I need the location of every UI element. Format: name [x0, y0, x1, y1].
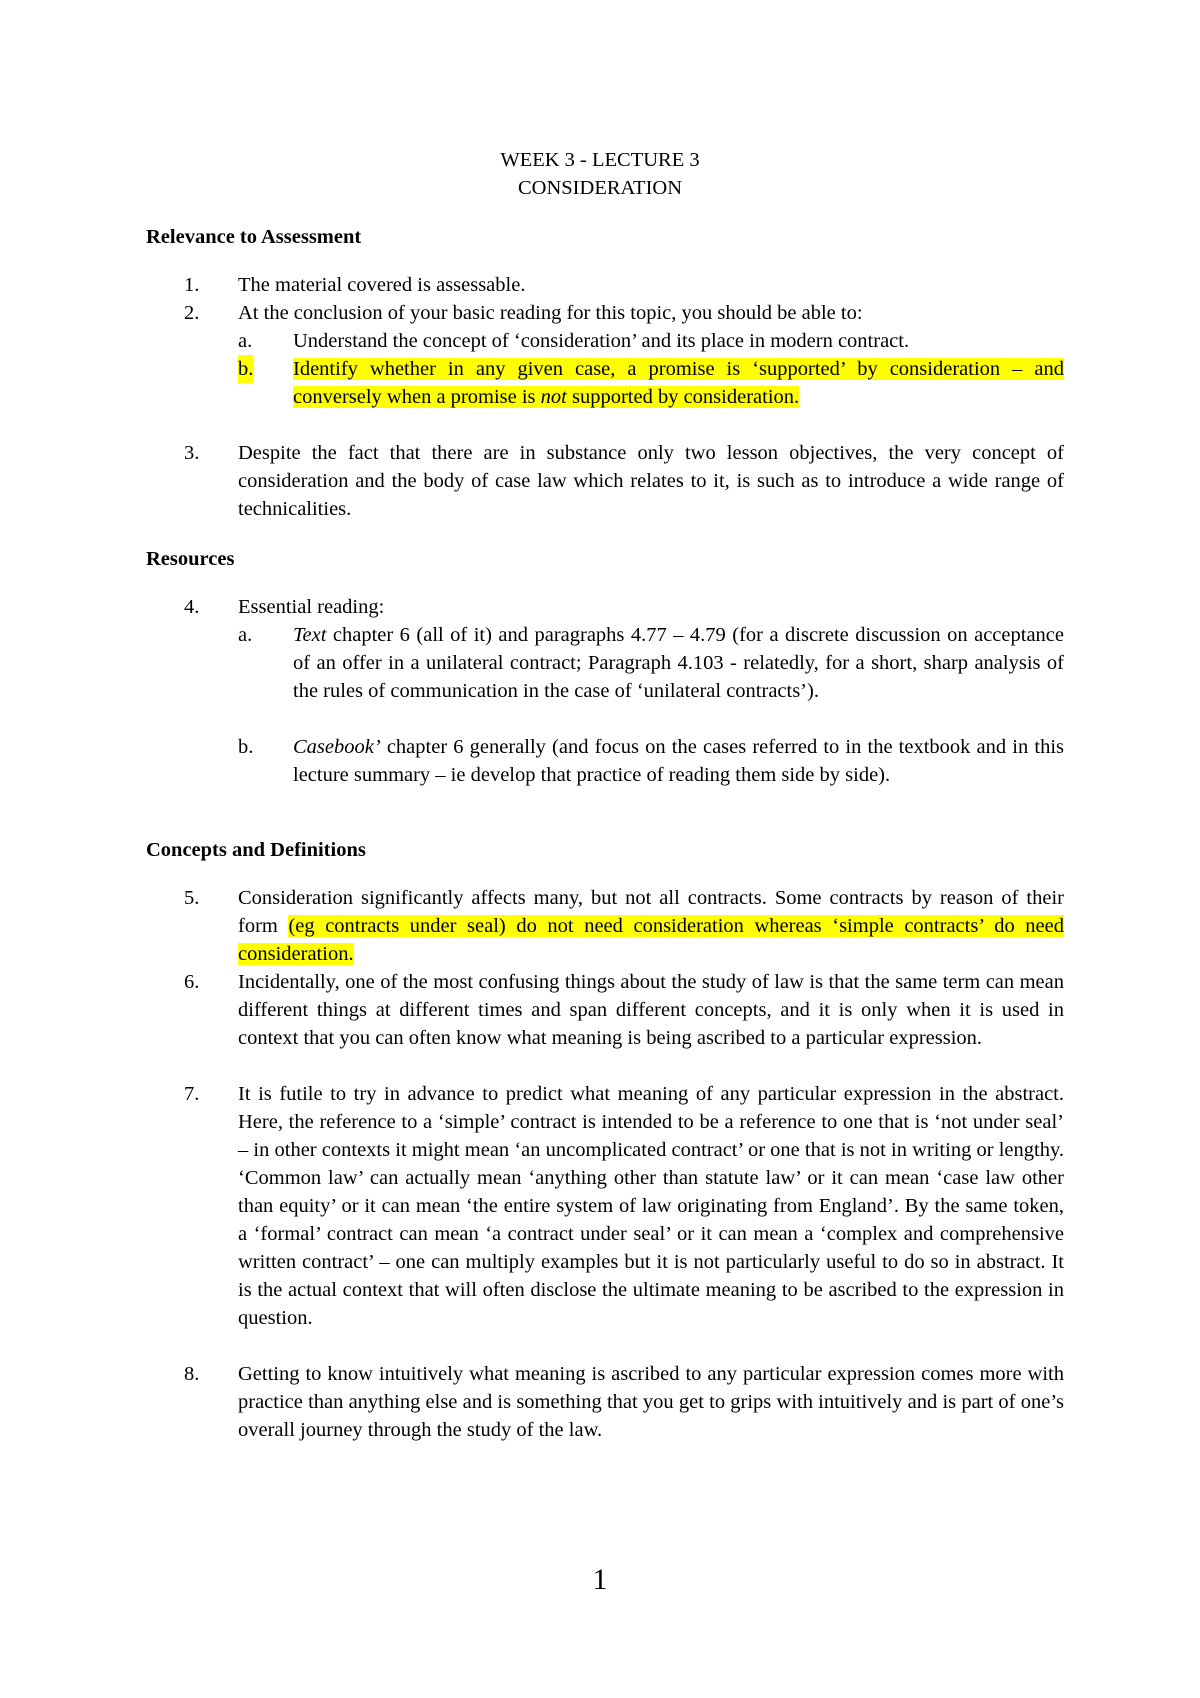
sub-item-a	[238, 621, 1064, 705]
page-number: 1	[592, 1563, 608, 1596]
item-number: 1.	[184, 274, 200, 296]
heading-relevance: Relevance to Assessment	[146, 226, 362, 248]
item-number: 2.	[184, 302, 200, 324]
list-item-3	[146, 439, 1064, 523]
sub-item-b	[238, 355, 1064, 411]
list-item-2	[146, 299, 1064, 408]
list-item-4	[146, 593, 1064, 786]
list-item-5	[146, 884, 1064, 968]
item-number: 8.	[184, 1363, 200, 1385]
item-number: 7.	[184, 1083, 200, 1105]
sub-item-label: a.	[238, 624, 253, 646]
item-text: Getting to know intuitively what meaning is ascribed to any particular expression comes more with practice than anything else and is something that you get to grips with intuitively and is part of one’s overall journey through the study of the law.	[238, 1363, 1064, 1441]
heading-concepts: Concepts and Definitions	[146, 839, 366, 861]
sub-item-a	[238, 327, 1064, 355]
sub-item-label: a.	[238, 330, 253, 352]
list-item-7	[146, 1080, 1064, 1332]
sub-item-label: b.	[238, 736, 254, 758]
item-text: Consideration significantly affects many, but not all contracts. Some contracts by reason of their form (eg contracts under seal) do not need consideration whereas ‘simple contracts’ do need consideration.	[238, 887, 1064, 965]
item-text: Essential reading:	[238, 596, 385, 618]
item-number: 4.	[184, 596, 200, 618]
item-text: Despite the fact that there are in substance only two lesson objectives, the very concept of consideration and the body of case law which relates to it, is such as to introduce a wide range of technicalities.	[238, 442, 1064, 520]
sub-item-text: Understand the concept of ‘consideration’ and its place in modern contract.	[293, 330, 910, 352]
sub-item-text: Casebook’ chapter 6 generally (and focus on the cases referred to in the textbook and in this lecture summary – ie develop that practice of reading them side by side).	[293, 736, 1064, 786]
item-text: It is futile to try in advance to predict what meaning of any particular expression in the abstract. Here, the reference to a ‘simple’ contract is intended to be a reference to one that is ‘not under seal’ – in other contexts it might mean ‘an uncomplicated contract’ or one that is not in writing or lengthy. ‘Common law’ can actually mean ‘anything other than statute law’ or it can mean ‘case law other than equity’ or it can mean ‘the entire system of law originating from England’. By the same token, a ‘formal’ contract can mean ‘a contract under seal’ or it can mean a ‘complex and comprehensive written contract’ – one can multiply examples but it is not particularly useful to do so in abstract. It is the actual context that will often disclose the ultimate meaning to be ascribed to the expression in question.	[238, 1083, 1064, 1329]
sub-item-text: Text chapter 6 (all of it) and paragraphs 4.77 – 4.79 (for a discrete discussion on acceptance of an offer in a unilateral contract; Paragraph 4.103 - relatedly, for a short, sharp analysis of the rules of communication in the case of ‘unilateral contracts’).	[293, 624, 1064, 702]
sub-item-b	[238, 733, 1064, 789]
item-text: At the conclusion of your basic reading for this topic, you should be able to:	[238, 302, 863, 324]
sub-item-text	[293, 355, 1064, 411]
list-item-1	[146, 271, 1064, 299]
list-item-8	[146, 1360, 1064, 1444]
list-item-6	[146, 968, 1064, 1052]
item-text: The material covered is assessable.	[238, 274, 526, 296]
title-line-week: WEEK 3 - LECTURE 3	[500, 149, 700, 171]
item-number: 5.	[184, 887, 200, 909]
item-text: Incidentally, one of the most confusing things about the study of law is that the same term can mean different things at different times and span different concepts, and it is only when it is used in context that you can often know what meaning is being ascribed to a particular expression.	[238, 971, 1064, 1049]
title-line-topic: CONSIDERATION	[518, 177, 682, 199]
sub-item-label: b.	[238, 355, 253, 383]
highlighted-text: (eg contracts under seal) do not need consideration whereas ‘simple contracts’ do need consideration.	[238, 915, 1064, 965]
item-number: 6.	[184, 971, 200, 993]
item-number: 3.	[184, 442, 200, 464]
heading-resources: Resources	[146, 548, 235, 570]
highlighted-text: Identify whether in any given case, a promise is ‘supported’ by consideration – and conversely when a promise is not supported by consideration.	[293, 358, 1064, 408]
document-title	[0, 146, 1200, 202]
